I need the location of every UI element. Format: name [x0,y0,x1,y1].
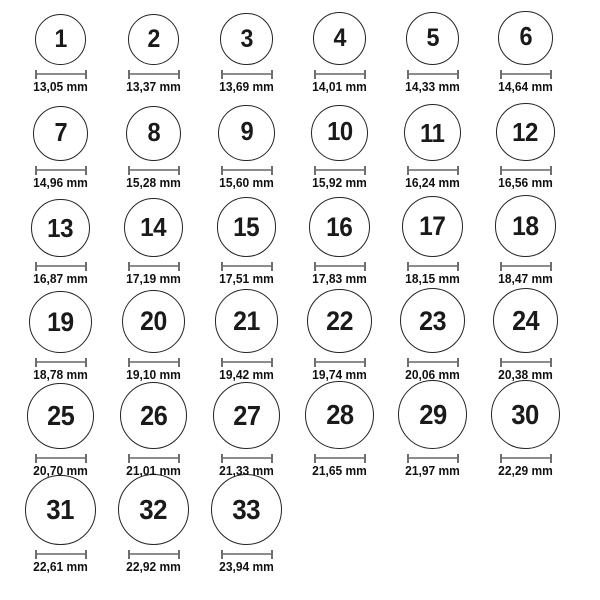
diameter-measure-line [500,70,552,79]
diameter-measure-line [221,70,273,79]
ring-size-item [200,196,293,292]
ring-size-item [200,4,293,100]
ring-size-item [200,100,293,196]
ring-circle [25,475,95,545]
ring-size-number: 5 [426,23,439,52]
diameter-measure-line [500,166,552,175]
ring-circle [311,105,368,162]
ring-size-item [107,4,200,100]
diameter-measure-line [407,166,459,175]
diameter-label: 21,65 mm [312,464,367,479]
diameter-label: 19,10 mm [126,368,181,383]
ring-size-number: 29 [418,398,447,430]
ring-size-item [386,196,479,292]
ring-size-number: 2 [147,24,160,53]
diameter-label: 15,92 mm [312,176,367,191]
ring-size-item [14,388,107,484]
ring-size-item [479,196,572,292]
ring-circle [305,381,373,449]
diameter-label: 18,47 mm [498,272,553,287]
diameter-label: 14,01 mm [312,80,367,95]
diameter-measure-line [314,454,366,463]
diameter-measure-line [221,262,273,271]
diameter-label: 13,05 mm [33,80,88,95]
ring-size-number: 17 [419,211,446,242]
diameter-label: 17,51 mm [219,272,274,287]
ring-circle [27,383,93,449]
ring-size-number: 6 [519,23,532,52]
diameter-label: 22,92 mm [126,560,181,575]
ring-size-item [200,484,293,580]
ring-size-item [386,292,479,388]
diameter-label: 15,60 mm [219,176,274,191]
diameter-label: 21,33 mm [219,464,274,479]
diameter-measure-line [35,70,87,79]
diameter-measure-line [500,454,552,463]
diameter-label: 14,64 mm [498,80,553,95]
ring-size-item [386,4,479,100]
ring-circle [213,382,281,450]
diameter-measure-line [221,454,273,463]
ring-size-number: 1 [54,25,67,54]
ring-size-number: 7 [54,119,67,148]
diameter-label: 14,96 mm [33,176,88,191]
ring-circle [128,14,180,66]
diameter-measure-line [500,358,552,367]
ring-circle [120,382,187,449]
diameter-measure-line [35,166,87,175]
ring-size-number: 8 [147,118,160,147]
ring-size-number: 31 [46,494,75,526]
diameter-label: 21,97 mm [405,464,460,479]
ring-size-number: 24 [511,304,540,336]
ring-size-item [293,388,386,484]
diameter-label: 21,01 mm [126,464,181,479]
ring-size-item [14,196,107,292]
ring-circle [124,198,183,257]
diameter-measure-line [35,454,87,463]
diameter-measure-line [35,550,87,559]
diameter-label: 19,74 mm [312,368,367,383]
ring-size-item [107,196,200,292]
ring-size-item [107,292,200,388]
diameter-measure-line [128,358,180,367]
diameter-measure-line [314,262,366,271]
ring-circle [33,106,88,161]
ring-circle [220,13,272,65]
diameter-label: 14,33 mm [405,80,460,95]
ring-circle [313,12,366,65]
diameter-label: 17,19 mm [126,272,181,287]
ring-size-item [14,292,107,388]
ring-circle [218,105,274,161]
ring-circle [217,197,277,257]
ring-circle [493,288,559,354]
ring-circle [402,196,463,257]
diameter-label: 13,37 mm [126,80,181,95]
diameter-label: 16,24 mm [405,176,460,191]
ring-size-item [479,100,572,196]
ring-size-number: 28 [325,399,354,431]
diameter-measure-line [35,358,87,367]
ring-circle [491,380,561,450]
ring-size-number: 12 [512,117,539,148]
ring-size-item [200,292,293,388]
ring-size-item [293,292,386,388]
ring-circle [309,197,370,258]
ring-size-item [479,4,572,100]
diameter-measure-line [500,262,552,271]
diameter-label: 16,87 mm [33,272,88,287]
diameter-measure-line [35,262,87,271]
diameter-label: 22,61 mm [33,560,88,575]
ring-size-number: 4 [333,24,346,53]
ring-size-item [107,100,200,196]
ring-size-item [293,196,386,292]
diameter-measure-line [221,550,273,559]
diameter-label: 20,70 mm [33,464,88,479]
diameter-label: 23,94 mm [219,560,274,575]
ring-size-number: 11 [420,117,445,148]
diameter-measure-line [221,166,273,175]
diameter-label: 18,78 mm [33,368,88,383]
ring-circle [29,291,92,354]
diameter-label: 13,69 mm [219,80,274,95]
ring-size-item [14,4,107,100]
ring-size-item [386,388,479,484]
ring-size-item [107,484,200,580]
ring-size-number: 22 [326,305,353,337]
ring-size-item [200,388,293,484]
ring-size-number: 3 [240,24,253,53]
ring-circle [31,199,90,258]
ring-size-number: 27 [232,399,261,431]
ring-size-number: 21 [233,305,260,336]
ring-size-number: 15 [233,212,260,243]
ring-size-number: 33 [232,493,261,526]
ring-size-item [14,484,107,580]
ring-size-number: 10 [326,117,353,146]
ring-circle [211,474,282,545]
ring-circle [398,380,467,449]
ring-circle [496,103,554,161]
ring-size-item [386,100,479,196]
ring-size-number: 26 [139,400,168,431]
diameter-label: 20,06 mm [405,368,460,383]
ring-size-number: 20 [140,306,167,337]
diameter-label: 22,29 mm [498,464,553,479]
ring-circle [126,106,181,161]
diameter-measure-line [407,454,459,463]
ring-circle [118,474,189,545]
diameter-measure-line [128,454,180,463]
ring-size-number: 18 [512,210,539,241]
diameter-measure-line [314,358,366,367]
diameter-label: 18,15 mm [405,272,460,287]
ring-size-number: 30 [511,398,540,430]
ring-circle [406,12,460,66]
ring-circle [498,11,552,65]
ring-circle [400,288,465,353]
ring-circle [35,14,86,65]
diameter-measure-line [407,70,459,79]
diameter-measure-line [128,70,180,79]
ring-size-number: 32 [139,493,168,525]
diameter-label: 15,28 mm [126,176,181,191]
diameter-label: 20,38 mm [498,368,553,383]
diameter-measure-line [128,550,180,559]
diameter-measure-line [221,358,273,367]
diameter-measure-line [314,70,366,79]
ring-size-number: 19 [47,306,74,337]
ring-size-item [479,388,572,484]
ring-size-number: 25 [46,400,75,432]
ring-size-number: 9 [240,118,253,147]
ring-size-number: 16 [326,211,353,242]
diameter-label: 17,83 mm [312,272,367,287]
diameter-label: 19,42 mm [219,368,274,383]
ring-size-number: 14 [140,212,167,243]
ring-circle [404,104,461,161]
ring-size-item [293,100,386,196]
ring-circle [307,289,371,353]
ring-circle [215,289,279,353]
ring-size-number: 13 [47,212,74,243]
ring-size-number: 23 [419,305,446,337]
diameter-label: 16,56 mm [498,176,553,191]
ring-circle [122,290,185,353]
diameter-measure-line [407,262,459,271]
diameter-measure-line [128,166,180,175]
ring-circle [495,195,557,257]
diameter-measure-line [407,358,459,367]
ring-size-item [14,100,107,196]
ring-size-item [107,388,200,484]
diameter-measure-line [128,262,180,271]
ring-size-item [479,292,572,388]
ring-size-item [293,4,386,100]
diameter-measure-line [314,166,366,175]
